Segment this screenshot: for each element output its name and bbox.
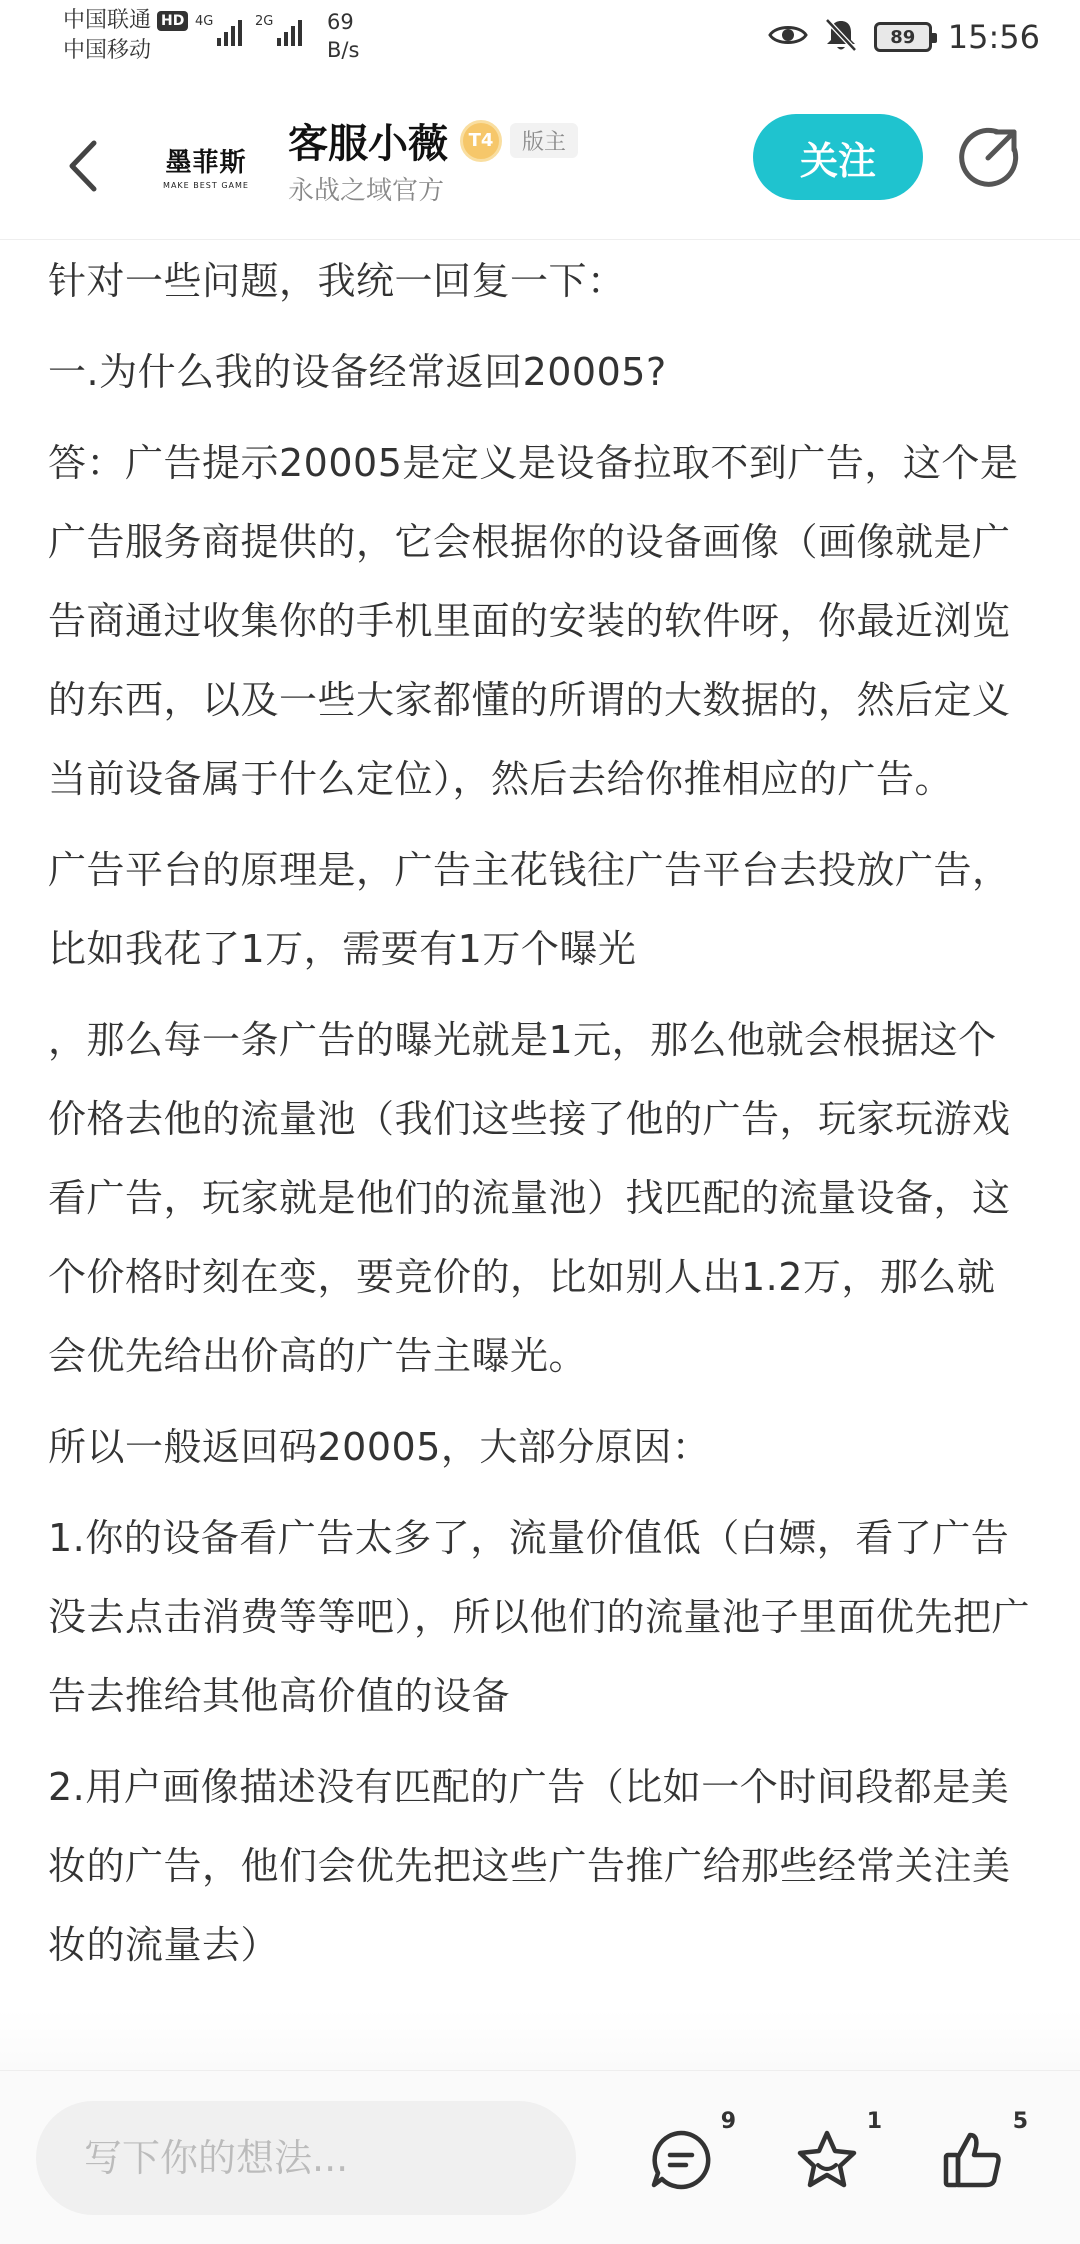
battery-level: 89 bbox=[890, 26, 916, 48]
follow-button[interactable]: 关注 bbox=[753, 114, 923, 200]
star-icon bbox=[794, 2127, 860, 2193]
paragraph: 2.用户画像描述没有匹配的广告（比如一个时间段都是美妆的广告，他们会优先把这些广告推广给那些经常关注美妆的流量去） bbox=[48, 1765, 1011, 1967]
logo-main-text: 墨菲斯 bbox=[165, 148, 247, 178]
author-name-row bbox=[288, 112, 578, 169]
bottom-fade bbox=[0, 2010, 1080, 2070]
paragraph: 所以一般返回码20005，大部分原因： bbox=[48, 1425, 711, 1469]
bell-muted-icon bbox=[824, 17, 858, 57]
network-type-1: 4G bbox=[195, 14, 214, 29]
comment-input[interactable] bbox=[36, 2101, 576, 2215]
paragraph: 针对一些问题，我统一回复一下： bbox=[48, 259, 626, 303]
paragraph: 一.为什么我的设备经常返回20005? bbox=[48, 350, 667, 394]
logo-sub-text: MAKE BEST GAME bbox=[163, 181, 249, 190]
status-right bbox=[768, 16, 1040, 58]
paragraph: 广告平台的原理是，广告主花钱往广告平台去投放广告，比如我花了1万，需要有1万个曝光 bbox=[48, 848, 1011, 971]
thumbs-up-icon bbox=[940, 2127, 1006, 2193]
post-header bbox=[0, 90, 1080, 240]
share-button[interactable] bbox=[954, 122, 1024, 192]
signal-2-icon bbox=[255, 16, 302, 46]
battery-indicator bbox=[874, 22, 932, 52]
speed-unit: B/s bbox=[327, 38, 360, 62]
back-arrow-icon bbox=[66, 139, 100, 193]
level-badge: T4 bbox=[460, 120, 502, 162]
speed-value: 69 bbox=[327, 10, 354, 34]
paragraph: ，那么每一条广告的曝光就是1元，那么他就会根据这个价格去他的流量池（我们这些接了他的广告，玩家玩游戏看广告，玩家就是他们的流量池）找匹配的流量设备，这个价格时刻在变，要竞价的，比如别人出1.2万，那么就会优先给出价高的广告主曝光。 bbox=[48, 1018, 1011, 1378]
comment-button[interactable] bbox=[636, 2109, 736, 2205]
carrier-info bbox=[63, 6, 188, 66]
clock: 15:56 bbox=[947, 18, 1040, 56]
favorite-count: 1 bbox=[866, 2109, 882, 2134]
hd-badge: HD bbox=[157, 11, 188, 31]
network-type-2: 2G bbox=[255, 14, 274, 29]
avatar-logo[interactable] bbox=[156, 126, 256, 206]
comment-count: 9 bbox=[720, 2109, 736, 2134]
carrier-1: 中国联通 bbox=[63, 8, 152, 33]
bottom-action-bar bbox=[0, 2070, 1080, 2244]
carrier-2: 中国移动 bbox=[63, 38, 152, 63]
share-icon bbox=[958, 126, 1020, 188]
eye-icon bbox=[768, 21, 808, 53]
post-content bbox=[48, 242, 1032, 1997]
comment-icon bbox=[648, 2127, 714, 2193]
network-speed bbox=[327, 8, 359, 64]
favorite-button[interactable] bbox=[782, 2109, 882, 2205]
author-subtitle: 永战之域官方 bbox=[288, 176, 445, 206]
paragraph: 答：广告提示20005是定义是设备拉取不到广告，这个是广告服务商提供的，它会根据你的设备画像（画像就是广告商通过收集你的手机里面的安装的软件呀，你最近浏览的东西，以及一些大家都懂的所谓的大数据的，然后定义当前设备属于什么定位），然后去给你推相应的广告。 bbox=[48, 441, 1019, 801]
paragraph: 1.你的设备看广告太多了，流量价值低（白嫖，看了广告没去点击消费等等吧），所以他们的流量池子里面优先把广告去推给其他高价值的设备 bbox=[48, 1516, 1031, 1718]
author-name[interactable]: 客服小薇 bbox=[288, 121, 448, 167]
like-button[interactable] bbox=[928, 2109, 1028, 2205]
role-badge: 版主 bbox=[510, 123, 578, 158]
signal-1-icon bbox=[195, 16, 242, 46]
like-count: 5 bbox=[1012, 2109, 1028, 2134]
back-button[interactable] bbox=[58, 126, 108, 206]
status-bar bbox=[0, 0, 1080, 80]
